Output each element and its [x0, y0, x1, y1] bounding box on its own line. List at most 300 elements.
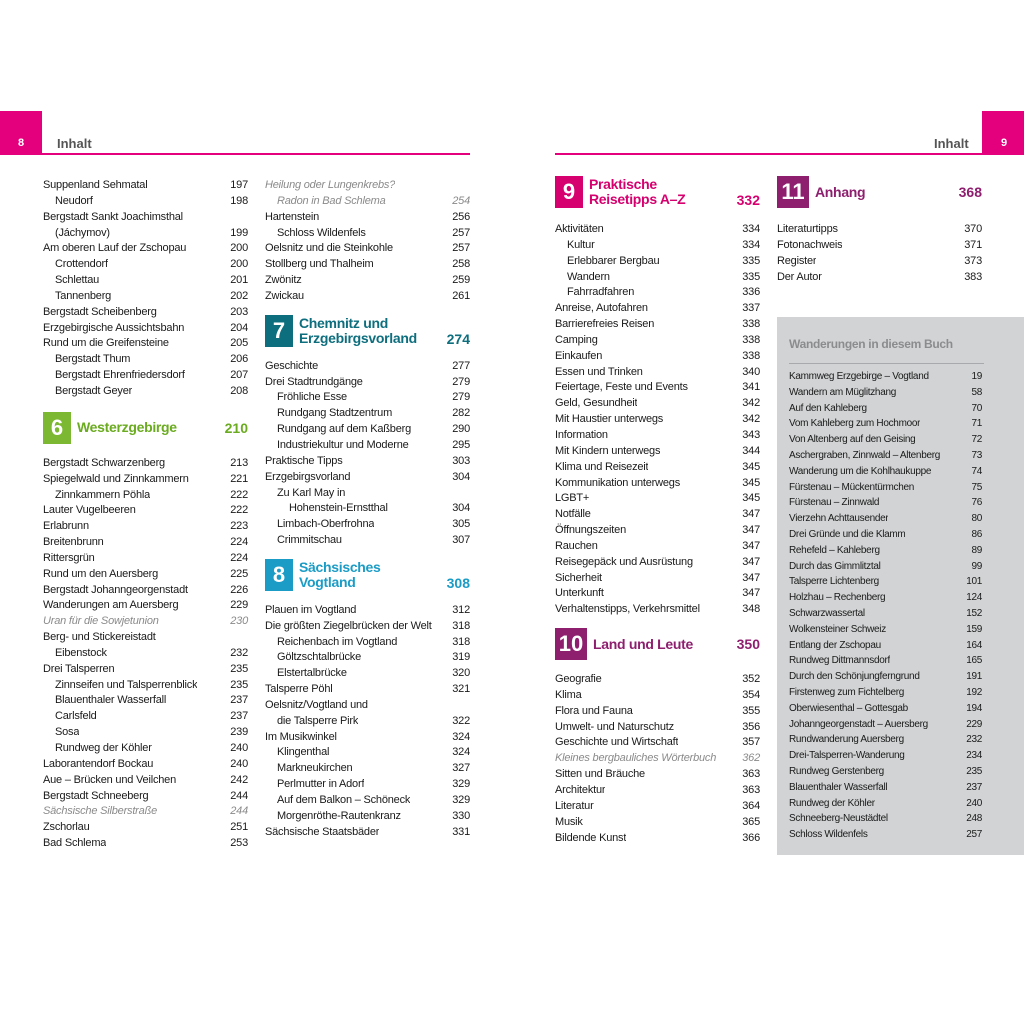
toc-entry-title: Mit Haustier unterwegs [555, 413, 664, 426]
toc-entry[interactable] [43, 709, 248, 725]
toc-entry[interactable] [789, 811, 982, 827]
toc-entry-title: Zschorlau [43, 821, 90, 834]
toc-entry[interactable] [43, 662, 248, 678]
toc-entry-page: 356 [742, 720, 760, 733]
toc-entry-title: Crottendorf [55, 258, 108, 271]
toc-entry[interactable] [43, 773, 248, 789]
toc-entry-title: Wanderung um die Kohlhaukuppe [789, 465, 932, 477]
toc-entry-title: Kultur [567, 238, 595, 251]
toc-entry-page: 239 [230, 726, 248, 739]
toc-entry[interactable] [265, 210, 470, 226]
toc-entry[interactable] [265, 226, 470, 242]
toc-entry[interactable] [555, 270, 760, 286]
chapter-name-line-2: Reisetipps A–Z [589, 191, 686, 207]
toc-entry-title: Klima und Reisezeit [555, 460, 649, 473]
toc-entry[interactable] [43, 789, 248, 805]
toc-entry[interactable] [555, 602, 760, 618]
toc-entry[interactable] [555, 672, 760, 688]
toc-entry-title: Zinnkammern Pöhla [55, 488, 151, 501]
toc-entry[interactable] [789, 748, 982, 764]
toc-entry-page: 75 [971, 481, 982, 493]
toc-entry-title: Erzgebirgsvorland [265, 470, 351, 483]
toc-entry[interactable] [789, 827, 982, 843]
toc-entry[interactable] [555, 735, 760, 751]
toc-entry-title: Breitenbrunn [43, 536, 104, 549]
toc-entry-page: 253 [230, 837, 248, 850]
toc-entry[interactable] [43, 472, 248, 488]
toc-entry-page: 304 [452, 502, 470, 515]
toc-entry-page: 342 [742, 413, 760, 426]
toc-entry[interactable] [555, 333, 760, 349]
chapter-9-heading[interactable] [555, 176, 760, 208]
toc-entry[interactable] [43, 273, 248, 289]
header-title-right: Inhalt [934, 136, 969, 151]
toc-entry[interactable] [265, 501, 470, 517]
toc-entry-title: Wandern am Müglitzhang [789, 386, 896, 398]
toc-entry-page: 318 [452, 635, 470, 648]
toc-entry[interactable] [43, 289, 248, 305]
toc-entry-page: 197 [230, 179, 248, 191]
toc-entry-title: Klingenthal [277, 746, 330, 759]
toc-entry-page: 330 [452, 809, 470, 822]
toc-entry-page [464, 486, 470, 502]
toc-entry[interactable] [555, 491, 760, 507]
hikes-title: Wanderungen in diesem Buch [789, 337, 953, 351]
toc-entry-title: Crimmitschau [277, 534, 342, 547]
chapter-page: 274 [446, 330, 470, 347]
toc-entry-title: Der Autor [777, 270, 822, 283]
toc-entry-title: Fotonachweis [777, 238, 843, 251]
toc-entry[interactable] [43, 583, 248, 599]
toc-entry[interactable] [789, 669, 982, 685]
toc-entry[interactable] [789, 495, 982, 511]
toc-entry-page: 331 [452, 825, 470, 838]
toc-entry[interactable] [555, 412, 760, 428]
toc-entry[interactable] [789, 732, 982, 748]
toc-entry[interactable] [555, 523, 760, 539]
toc-entry[interactable] [555, 704, 760, 720]
toc-entry[interactable] [555, 751, 760, 767]
toc-entry[interactable] [789, 401, 982, 417]
toc-entry[interactable] [265, 438, 470, 454]
toc-entry[interactable] [555, 539, 760, 555]
toc-entry-page: 213 [230, 456, 248, 469]
toc-entry[interactable] [789, 764, 982, 780]
toc-entry[interactable] [789, 385, 982, 401]
toc-entry[interactable] [555, 815, 760, 831]
toc-entry-title: Schloss Wildenfels [789, 829, 868, 841]
toc-entry[interactable] [789, 559, 982, 575]
toc-entry[interactable] [789, 480, 982, 496]
chapter-6-heading[interactable] [43, 412, 248, 444]
toc-entry[interactable] [777, 222, 982, 238]
chapter-name: Westerzgebirge [77, 419, 177, 436]
toc-entry[interactable] [265, 359, 470, 375]
toc-entry-page: 279 [452, 375, 470, 388]
toc-entry-title: Limbach-Oberfrohna [277, 518, 375, 531]
toc-entry-title: Zinnseifen und Talsperrenblick [55, 678, 198, 691]
toc-entry[interactable] [43, 488, 248, 504]
toc-entry-page: 373 [964, 254, 982, 267]
toc-entry[interactable] [265, 761, 470, 777]
toc-entry-page: 254 [452, 194, 470, 207]
chapter-page: 210 [224, 419, 248, 436]
toc-entry-title: Barrierefreies Reisen [555, 318, 655, 331]
toc-entry-title: Fröhliche Esse [277, 391, 347, 404]
toc-entry[interactable] [43, 567, 248, 583]
toc-entry-page: 86 [971, 528, 982, 540]
toc-entry[interactable] [789, 511, 982, 527]
toc-entry[interactable] [43, 820, 248, 836]
toc-entry[interactable] [555, 555, 760, 571]
toc-entry-title: Reisegepäck und Ausrüstung [555, 555, 693, 568]
toc-entry[interactable] [265, 273, 470, 289]
toc-entry[interactable] [265, 289, 470, 305]
toc-entry[interactable] [555, 444, 760, 460]
toc-entry[interactable] [789, 369, 982, 385]
toc-entry-title: die Talsperre Pirk [277, 714, 359, 727]
toc-entry-page: 343 [742, 428, 760, 441]
toc-entry-title: Göltzschtalbrücke [277, 651, 362, 664]
hikes-box [777, 317, 1024, 855]
toc-entry-title: Geld, Gesundheit [555, 397, 638, 410]
chapter-number: 11 [777, 176, 809, 208]
toc-entry[interactable] [555, 349, 760, 365]
toc-entry-title: LGBT+ [555, 492, 590, 505]
toc-entry[interactable] [265, 406, 470, 422]
toc-entry[interactable] [265, 178, 470, 194]
toc-entry[interactable] [43, 725, 248, 741]
toc-entry-title: Kammweg Erzgebirge – Vogtland [789, 371, 929, 382]
toc-entry-page: 335 [742, 270, 760, 283]
toc-entry[interactable] [43, 352, 248, 368]
toc-entry[interactable] [789, 685, 982, 701]
toc-entry-title: Architektur [555, 784, 606, 796]
toc-entry[interactable] [43, 210, 248, 226]
toc-entry[interactable] [555, 380, 760, 396]
chapter-name: Anhang [815, 183, 866, 200]
toc-entry[interactable] [789, 527, 982, 543]
toc-entry[interactable] [43, 741, 248, 757]
toc-entry[interactable] [265, 809, 470, 825]
toc-entry[interactable] [43, 456, 248, 472]
toc-entry[interactable] [265, 375, 470, 391]
toc-entry[interactable] [43, 257, 248, 273]
toc-entry[interactable] [43, 614, 248, 630]
toc-entry[interactable] [555, 476, 760, 492]
toc-entry-title: Sächsische Silberstraße [43, 805, 158, 818]
chapter-name: Land und Leute [593, 635, 694, 652]
toc-entry-title: Erlebbarer Bergbau [567, 254, 660, 267]
toc-entry[interactable] [555, 396, 760, 412]
toc-entry[interactable] [265, 486, 470, 502]
toc-entry[interactable] [265, 666, 470, 682]
toc-entry-title: Die größten Ziegelbrücken der Welt [265, 619, 432, 632]
toc-entry[interactable] [789, 638, 982, 654]
chapter-name-line-2: Erzgebirgsvorland [299, 329, 417, 346]
toc-entry[interactable] [789, 606, 982, 622]
toc-entry-title: Reichenbach im Vogtland [277, 635, 398, 648]
toc-entry-page: 70 [971, 402, 982, 414]
toc-entry[interactable] [555, 317, 760, 333]
toc-entry[interactable] [43, 519, 248, 535]
toc-entry-page: 224 [230, 551, 248, 564]
toc-entry[interactable] [265, 714, 470, 730]
toc-entry[interactable] [43, 321, 248, 337]
toc-entry-page: 165 [966, 655, 982, 667]
toc-entry-page: 341 [742, 381, 760, 394]
toc-entry-title: Firstenweg zum Fichtelberg [789, 686, 905, 698]
toc-entry[interactable] [43, 678, 248, 694]
toc-entry-title: Bergstadt Geyer [55, 384, 133, 397]
toc-column-2 [265, 178, 470, 841]
toc-entry-title: Laborantendorf Bockau [43, 757, 154, 770]
toc-entry-title: Rundweg der Köhler [789, 797, 875, 809]
toc-entry-title: Anreise, Autofahren [555, 302, 648, 315]
page-tab-right [982, 111, 1024, 155]
toc-entry[interactable] [265, 825, 470, 841]
toc-entry-page: 237 [230, 694, 248, 707]
toc-entry[interactable] [43, 368, 248, 384]
toc-entry[interactable] [43, 178, 248, 194]
toc-entry-page: 257 [452, 226, 470, 239]
chapter-11-heading[interactable] [777, 176, 982, 208]
toc-entry[interactable] [789, 653, 982, 669]
chapter-page: 332 [736, 192, 760, 208]
header-rule-left [42, 153, 470, 155]
toc-entry-page: 202 [230, 289, 248, 302]
toc-entry[interactable] [43, 194, 248, 210]
toc-entry-title: Zwickau [265, 289, 304, 302]
chapter-name [293, 560, 447, 590]
toc-entry[interactable] [555, 301, 760, 317]
toc-entry-title: Schwarzwassertal [789, 607, 865, 619]
toc-entry-title: Mit Kindern unterwegs [555, 444, 661, 457]
toc-entry[interactable] [789, 416, 982, 432]
toc-entry[interactable] [265, 257, 470, 273]
toc-entry[interactable] [43, 241, 248, 257]
toc-entry[interactable] [265, 635, 470, 651]
chapter-name-line-1: Chemnitz und [299, 314, 388, 331]
chapter-page: 308 [446, 574, 470, 591]
toc-entry[interactable] [265, 194, 470, 210]
toc-entry[interactable] [555, 720, 760, 736]
toc-entry[interactable] [789, 717, 982, 733]
toc-entry-page: 364 [742, 799, 760, 812]
toc-entry[interactable] [555, 767, 760, 783]
toc-entry[interactable] [43, 305, 248, 321]
toc-entry-page: 259 [452, 274, 470, 287]
toc-entry-page: 340 [742, 365, 760, 378]
toc-entry-page: 194 [966, 702, 982, 714]
toc-entry-title: Schlettau [55, 274, 100, 287]
toc-entry-title: Flora und Fauna [555, 704, 633, 717]
toc-entry[interactable] [265, 603, 470, 619]
toc-entry[interactable] [789, 432, 982, 448]
toc-entry-title: Rund um die Greifensteine [43, 337, 169, 350]
toc-entry-title: Industriekultur und Moderne [277, 438, 409, 451]
toc-entry[interactable] [265, 454, 470, 470]
toc-entry-page: 71 [971, 418, 982, 430]
toc-entry[interactable] [43, 336, 248, 352]
toc-entry-title: Im Musikwinkel [265, 730, 337, 743]
toc-entry[interactable] [789, 543, 982, 559]
toc-entry[interactable] [265, 241, 470, 257]
toc-entry[interactable] [789, 796, 982, 812]
toc-entry[interactable] [265, 650, 470, 666]
toc-entry-title: Johanngeorgenstadt – Auersberg [789, 718, 928, 730]
toc-entry-page: 344 [742, 444, 760, 457]
toc-entry-title: Rehefeld – Kahleberg [789, 544, 880, 556]
toc-entry-title: Kleines bergbauliches Wörterbuch [555, 752, 717, 765]
chapter-7-heading[interactable] [265, 315, 470, 347]
toc-entry-page: 208 [230, 384, 248, 397]
toc-entry-page: 226 [230, 583, 248, 596]
toc-entry-page: 191 [966, 671, 982, 683]
toc-entry-title: Öffnungszeiten [555, 524, 626, 537]
header-rule-right [555, 153, 982, 155]
toc-entry-title: Bergstadt Scheibenberg [43, 305, 157, 318]
toc-entry-page: 164 [966, 639, 982, 651]
toc-entry-title: Geografie [555, 673, 602, 686]
toc-entry[interactable] [555, 460, 760, 476]
toc-entry-title: Eibenstock [55, 646, 107, 659]
toc-entry-page: 354 [742, 688, 760, 701]
toc-entry-title: Einkaufen [555, 349, 603, 362]
toc-entry[interactable] [555, 586, 760, 602]
toc-entry[interactable] [789, 780, 982, 796]
toc-entry-page: 192 [966, 686, 982, 698]
toc-entry-title: Rundweg Dittmannsdorf [789, 655, 890, 667]
toc-entry[interactable] [777, 238, 982, 254]
toc-entry[interactable] [777, 270, 982, 286]
toc-entry[interactable] [789, 448, 982, 464]
toc-entry-title: Morgenröthe-Rautenkranz [277, 809, 401, 822]
toc-entry-page: 225 [230, 567, 248, 580]
toc-entry-page: 198 [230, 194, 248, 207]
toc-entry[interactable] [265, 793, 470, 809]
toc-entry[interactable] [43, 693, 248, 709]
toc-entry[interactable] [555, 688, 760, 704]
toc-entry[interactable] [555, 799, 760, 815]
toc-entry[interactable] [43, 551, 248, 567]
chapter-10-heading[interactable] [555, 628, 760, 660]
chapter-number: 7 [265, 315, 293, 347]
toc-entry-title: Sitten und Bräuche [555, 768, 645, 781]
toc-entry[interactable] [265, 422, 470, 438]
toc-entry[interactable] [43, 804, 248, 820]
toc-entry[interactable] [43, 757, 248, 773]
toc-entry-page: 355 [742, 704, 760, 717]
toc-entry[interactable] [265, 533, 470, 549]
toc-entry[interactable] [555, 222, 760, 238]
toc-entry-page: 338 [742, 333, 760, 346]
toc-entry[interactable] [265, 730, 470, 746]
toc-entry-title: Vom Kahleberg zum Hochmoor [789, 418, 921, 430]
toc-entry[interactable] [789, 701, 982, 717]
toc-entry[interactable] [265, 470, 470, 486]
toc-entry[interactable] [265, 619, 470, 635]
toc-entry[interactable] [555, 365, 760, 381]
toc-entry-title: Fürstenau – Mückentürmchen [789, 481, 915, 493]
toc-entry-title: Rundgang Stadtzentrum [277, 407, 393, 420]
toc-entry-title: Wolkensteiner Schweiz [789, 623, 886, 635]
toc-entry-title: Markneukirchen [277, 762, 353, 775]
toc-entry-title: Durch das Gimmlitztal [789, 560, 881, 572]
toc-entry[interactable] [265, 390, 470, 406]
toc-entry-page: 80 [971, 513, 982, 525]
toc-entry-page: 257 [966, 829, 982, 841]
toc-entry-page: 322 [452, 714, 470, 727]
chapter-number: 10 [555, 628, 587, 660]
toc-entry[interactable] [789, 622, 982, 638]
toc-entry-page: 347 [742, 571, 760, 584]
toc-entry[interactable] [555, 571, 760, 587]
toc-entry-title: Bergstadt Schneeberg [43, 789, 149, 802]
toc-entry[interactable] [777, 254, 982, 270]
toc-entry-title: Heilung oder Lungenkrebs? [265, 179, 396, 191]
toc-entry-page: 304 [452, 470, 470, 483]
toc-entry[interactable] [265, 777, 470, 793]
toc-entry-page: 237 [966, 781, 982, 793]
toc-entry[interactable] [43, 598, 248, 614]
toc-entry[interactable] [265, 698, 470, 714]
toc-entry-title: Camping [555, 333, 598, 346]
toc-entry-page: 224 [230, 536, 248, 549]
toc-entry[interactable] [789, 464, 982, 480]
toc-entry[interactable] [43, 226, 248, 242]
toc-entry[interactable] [43, 535, 248, 551]
toc-entry-page: 363 [742, 768, 760, 781]
toc-entry-page: 207 [230, 369, 248, 382]
toc-entry-title: Carlsfeld [55, 710, 97, 723]
chapter-page: 350 [736, 636, 760, 653]
toc-entry[interactable] [555, 428, 760, 444]
toc-entry[interactable] [43, 836, 248, 852]
toc-entry-title: Holzhau – Rechenberg [789, 592, 886, 604]
toc-entry[interactable] [43, 646, 248, 662]
toc-entry-page: 232 [230, 646, 248, 659]
toc-entry[interactable] [555, 783, 760, 799]
toc-entry-page: 200 [230, 242, 248, 255]
toc-entry[interactable] [555, 238, 760, 254]
toc-entry-page: 342 [742, 397, 760, 410]
toc-entry-page: 203 [230, 305, 248, 318]
toc-entry-page: 345 [742, 476, 760, 489]
toc-entry-page: 365 [742, 815, 760, 828]
toc-entry-title: Literaturtipps [777, 223, 838, 235]
toc-entry-page: 200 [230, 258, 248, 271]
toc-entry-page: 244 [230, 789, 248, 802]
toc-entry[interactable] [789, 574, 982, 590]
toc-entry[interactable] [555, 507, 760, 523]
toc-entry[interactable] [43, 384, 248, 400]
toc-entry[interactable] [555, 831, 760, 847]
toc-entry[interactable] [265, 745, 470, 761]
chapter-8-heading[interactable] [265, 559, 470, 591]
toc-entry[interactable] [555, 254, 760, 270]
toc-entry[interactable] [555, 285, 760, 301]
toc-entry[interactable] [265, 682, 470, 698]
toc-entry-page: 73 [971, 449, 982, 461]
toc-entry-title: Stollberg und Thalheim [265, 258, 374, 271]
toc-entry[interactable] [789, 590, 982, 606]
toc-entry[interactable] [43, 503, 248, 519]
toc-entry[interactable] [265, 517, 470, 533]
toc-entry[interactable] [43, 630, 248, 646]
toc-entry-title: Fürstenau – Zinnwald [789, 497, 880, 509]
toc-entry-page: 362 [742, 752, 760, 765]
